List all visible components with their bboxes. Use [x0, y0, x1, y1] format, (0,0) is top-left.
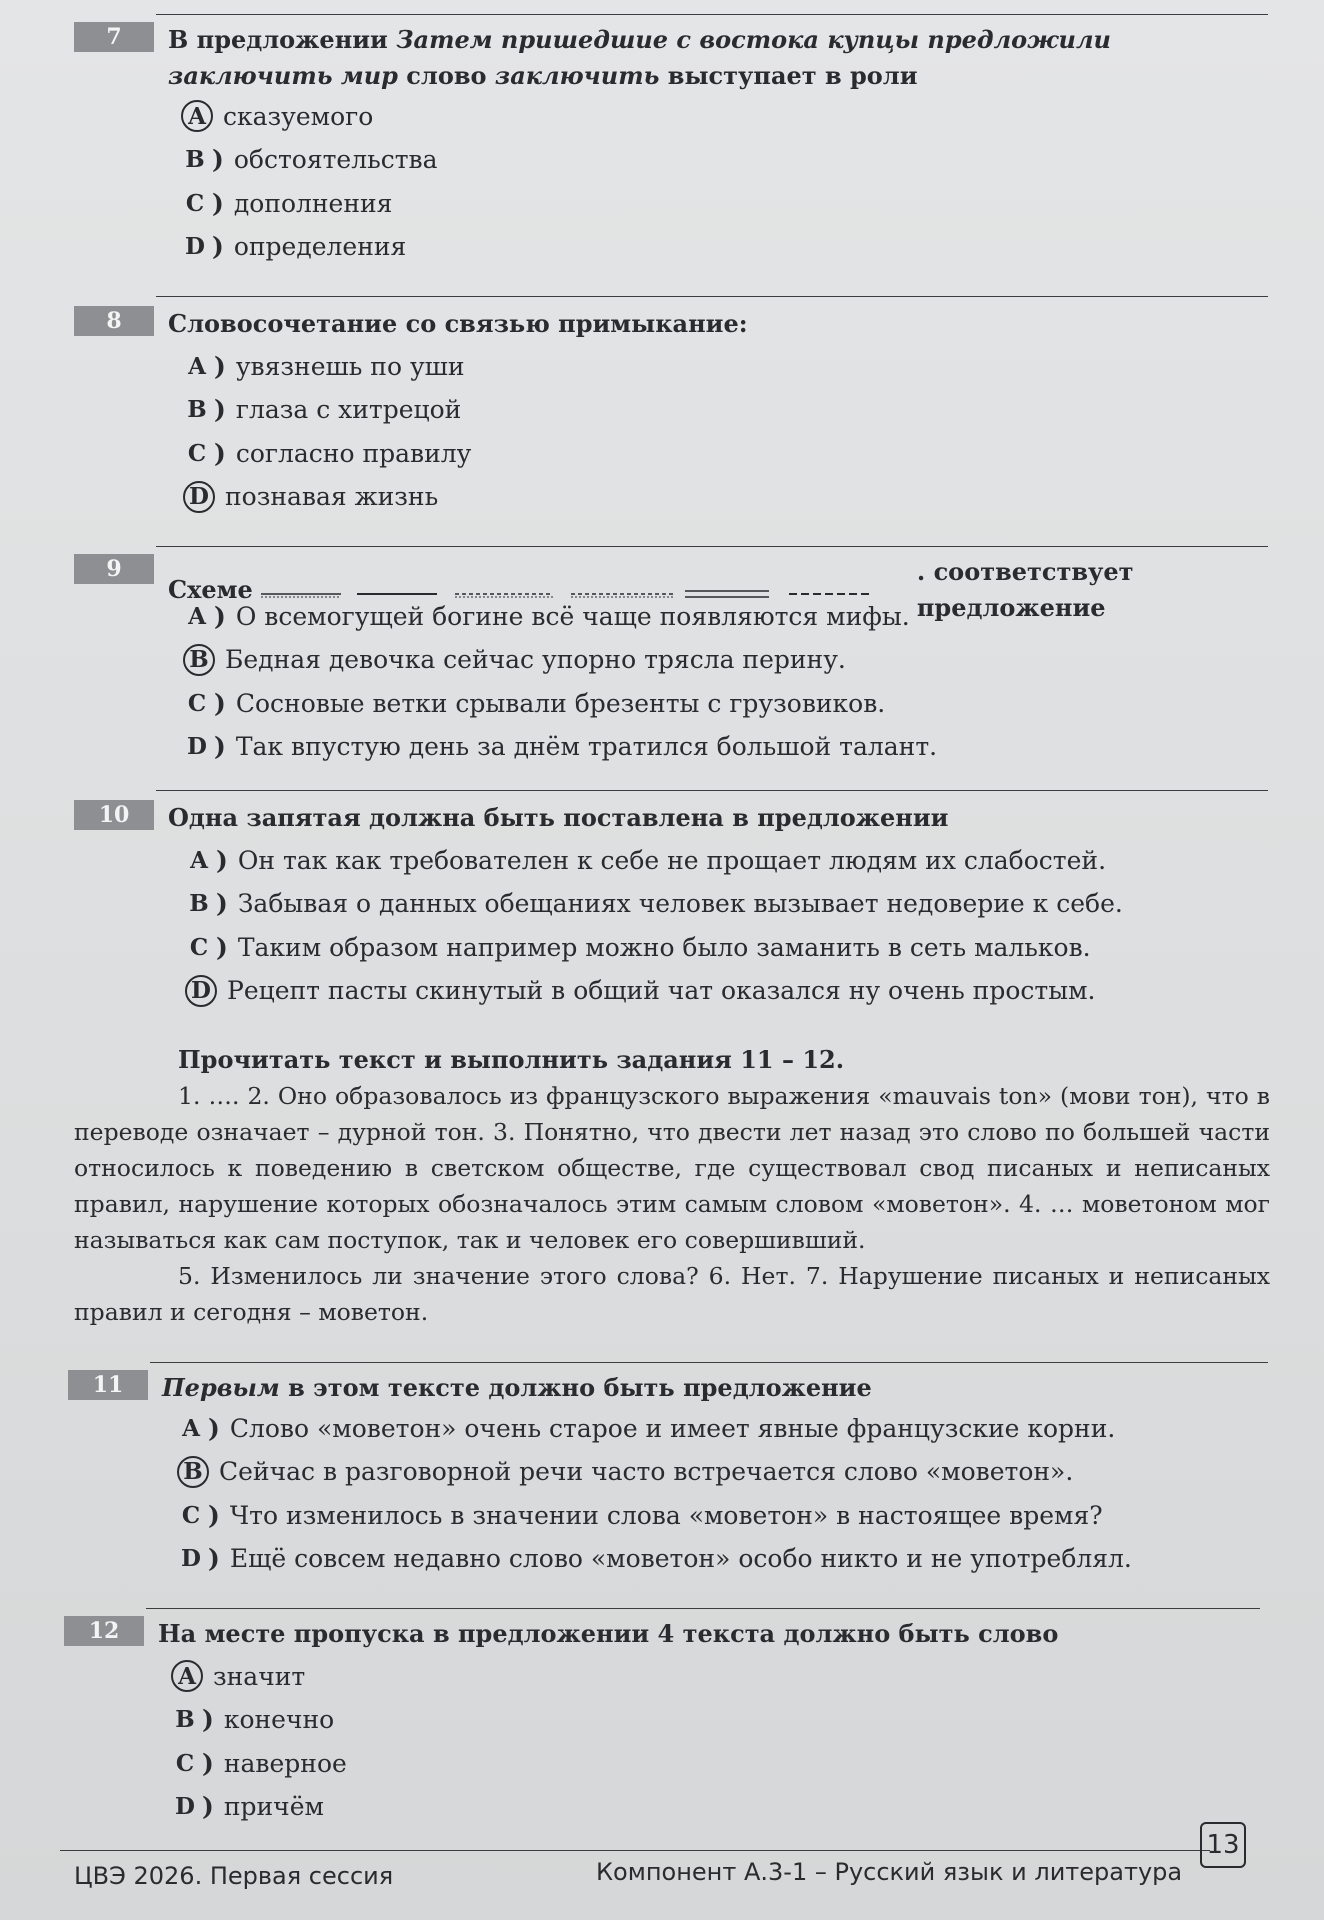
option-text: О всемогущей богине всё чаще появляются мифы.	[235, 601, 910, 631]
question-10-option-b[interactable]	[182, 884, 1123, 924]
question-9-option-b[interactable]	[180, 640, 846, 680]
option-text: глаза с хитрецой	[235, 395, 462, 424]
reading-paragraph-1: 1. …. 2. Оно образовалось из французского выражения «mauvais ton» (мови тон), что в переводе означает – дурной тон. 3. Понятно, что двести лет назад это слово по большей части относилось к поведению в светском обществе, где существовал свод писаных и неписаных правил, нарушение которых обозначалось этим самым словом «моветон». 4. … моветоном мог называться как сам поступок, так и человек его совершивший.	[74, 1082, 1270, 1254]
option-letter: C	[189, 933, 209, 961]
question-8-option-c[interactable]	[180, 433, 471, 473]
page-number: 13	[1200, 1822, 1246, 1868]
footer-session: ЦВЭ 2026. Первая сессия	[74, 1862, 394, 1890]
option-letter: A	[171, 1660, 203, 1692]
question-12-number: 12	[64, 1616, 144, 1646]
question-11-number: 11	[68, 1370, 148, 1400]
question-8-prompt: Словосочетание со связью примыкание:	[168, 309, 748, 338]
option-text: Слово «моветон» очень старое и имеет явные французские корни.	[229, 1413, 1116, 1443]
option-letter: B	[187, 396, 207, 423]
option-letter: B	[185, 146, 205, 173]
option-text: Так впустую день за днём тратился большой талант.	[235, 732, 938, 761]
option-text: Сейчас в разговорной речи часто встречается слово «моветон».	[219, 1457, 1074, 1486]
question-8-number: 8	[74, 306, 154, 336]
option-letter: D	[175, 1793, 195, 1820]
option-letter: B	[183, 644, 215, 676]
option-text: значит	[213, 1661, 306, 1691]
question-10-rule	[156, 790, 1268, 791]
question-12-option-a[interactable]	[168, 1656, 305, 1696]
option-text: Сосновые ветки срывали брезенты с грузовиков.	[235, 688, 886, 718]
option-paren: )	[214, 351, 226, 381]
question-9-option-a[interactable]	[180, 596, 910, 636]
question-7-rule	[156, 14, 1268, 15]
question-8-option-a[interactable]	[180, 346, 465, 386]
question-8-header	[74, 306, 748, 342]
option-letter: D	[185, 233, 205, 260]
option-paren: )	[212, 188, 224, 218]
question-10-option-d[interactable]	[182, 971, 1096, 1011]
option-letter: C	[187, 689, 207, 717]
question-11-option-a[interactable]	[174, 1408, 1115, 1448]
option-letter: A	[188, 352, 206, 380]
option-letter: A	[182, 1414, 200, 1442]
question-7-option-c[interactable]	[178, 183, 392, 223]
option-text: причём	[223, 1792, 324, 1821]
option-text: обстоятельства	[233, 145, 438, 174]
option-text: Забывая о данных обещаниях человек вызывает недоверие к себе.	[237, 889, 1123, 918]
question-9-option-c[interactable]	[180, 683, 885, 723]
question-8-option-b[interactable]	[180, 390, 461, 430]
question-11-option-b[interactable]	[174, 1452, 1073, 1492]
question-8-rule	[156, 296, 1268, 297]
option-letter: D	[185, 975, 217, 1007]
option-paren: )	[216, 932, 228, 962]
option-text: согласно правилу	[235, 438, 472, 468]
option-letter: A	[181, 100, 213, 132]
question-12-option-b[interactable]	[168, 1700, 334, 1740]
option-paren: )	[212, 232, 224, 261]
question-10-option-c[interactable]	[182, 927, 1091, 967]
question-11-option-c[interactable]	[174, 1495, 1103, 1535]
question-9-option-d[interactable]	[180, 727, 937, 767]
option-text: Он так как требователен к себе не прощает людям их слабостей.	[237, 845, 1107, 875]
option-paren: )	[214, 395, 226, 424]
question-10-option-a[interactable]	[182, 840, 1106, 880]
option-paren: )	[214, 601, 226, 631]
footer-rule	[60, 1850, 1210, 1851]
option-text: Таким образом например можно было заманить в сеть мальков.	[237, 932, 1091, 962]
question-7-header	[74, 22, 1274, 94]
question-12-header	[64, 1616, 1058, 1652]
option-text: увязнешь по уши	[235, 351, 465, 381]
question-12-option-c[interactable]	[168, 1743, 347, 1783]
question-12-prompt: На месте пропуска в предложении 4 текста должно быть слово	[158, 1619, 1059, 1648]
option-text: Рецепт пасты скинутый в общий чат оказался ну очень простым.	[227, 976, 1096, 1005]
question-11-header	[68, 1370, 872, 1406]
option-letter: D	[181, 1545, 201, 1572]
reading-paragraph-2: 5. Изменилось ли значение этого слова? 6. Нет. 7. Нарушение писаных и неписаных правил и сегодня – моветон.	[74, 1262, 1270, 1326]
question-7-option-b[interactable]	[178, 140, 438, 180]
option-paren: )	[214, 732, 226, 761]
option-letter: A	[188, 602, 206, 630]
option-letter: A	[190, 846, 208, 874]
option-letter: B	[189, 890, 209, 917]
reading-passage	[74, 1042, 1270, 1330]
option-letter: C	[181, 1501, 201, 1529]
question-7-option-d[interactable]	[178, 227, 406, 267]
question-7-prompt: В предложении Затем пришедшие с востока купцы предложили заключить мир слово заключить выступает в роли	[168, 25, 1111, 90]
option-paren: )	[208, 1413, 220, 1443]
option-paren: )	[208, 1544, 220, 1573]
option-text: дополнения	[233, 188, 393, 218]
option-letter: D	[187, 733, 207, 760]
option-letter: B	[177, 1456, 209, 1488]
question-12-rule	[146, 1608, 1260, 1609]
question-7-option-a[interactable]	[178, 96, 373, 136]
option-text: определения	[233, 232, 407, 261]
question-9-prompt: Схеме . соответствует предложение	[168, 557, 1134, 622]
option-paren: )	[202, 1705, 214, 1734]
option-paren: )	[212, 145, 224, 174]
question-10-number: 10	[74, 800, 154, 830]
option-text: конечно	[223, 1705, 335, 1734]
option-paren: )	[202, 1748, 214, 1778]
question-8-option-d[interactable]	[180, 477, 438, 517]
reading-title: Прочитать текст и выполнить задания 11 – 12.	[178, 1045, 845, 1074]
option-letter: C	[175, 1749, 195, 1777]
option-paren: )	[202, 1792, 214, 1821]
option-paren: )	[216, 889, 228, 918]
option-text: Ещё совсем недавно слово «моветон» особо никто и не употреблял.	[229, 1544, 1132, 1573]
question-12-option-d[interactable]	[168, 1787, 324, 1827]
question-11-option-d[interactable]	[174, 1539, 1132, 1579]
question-9-number: 9	[74, 554, 154, 584]
option-paren: )	[214, 688, 226, 718]
option-text: Бедная девочка сейчас упорно трясла перину.	[225, 645, 846, 674]
question-7-number: 7	[74, 22, 154, 52]
option-text: сказуемого	[223, 101, 374, 131]
option-paren: )	[214, 438, 226, 468]
question-10-prompt: Одна запятая должна быть поставлена в предложении	[168, 803, 949, 832]
option-letter: C	[187, 439, 207, 467]
option-paren: )	[216, 845, 228, 875]
question-11-prompt: Первым в этом тексте должно быть предложение	[162, 1373, 872, 1402]
option-text: наверное	[223, 1748, 347, 1778]
option-letter: B	[175, 1706, 195, 1733]
question-10-header	[74, 800, 948, 836]
footer-component: Компонент А.3-1 – Русский язык и литература	[596, 1858, 1183, 1886]
option-text: познавая жизнь	[225, 482, 439, 511]
option-letter: C	[185, 189, 205, 217]
question-9-rule	[156, 546, 1268, 547]
option-paren: )	[208, 1500, 220, 1530]
option-text: Что изменилось в значении слова «моветон» в настоящее время?	[229, 1500, 1103, 1530]
question-11-rule	[150, 1362, 1268, 1363]
option-letter: D	[183, 481, 215, 513]
